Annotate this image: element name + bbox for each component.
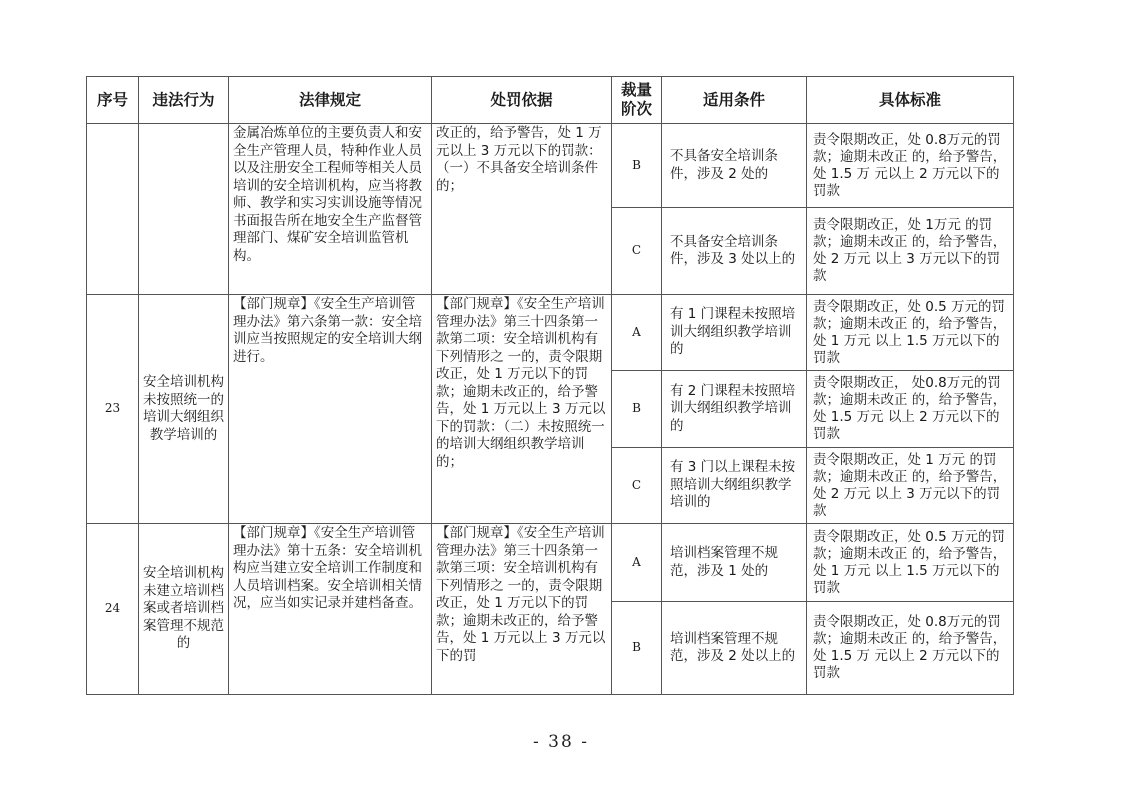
- discretion-level-cell: A: [612, 295, 662, 371]
- violation-cell: 安全培训机构未按照统一的培训大纲组织教学培训的: [139, 295, 229, 524]
- header-row: [87, 77, 1014, 124]
- discretion-level-cell: C: [612, 448, 662, 524]
- standard-cell: 责令限期改正，处 1 万元 的罚款；逾期未改正 的，给予警告，处 2 万元 以上 3 万元以下的罚款: [807, 448, 1014, 524]
- header-discretion-level: 裁量阶次: [612, 77, 662, 124]
- condition-cell: 有 2 门课程未按照培训大纲组织教学培训的: [662, 371, 807, 448]
- condition-cell: 不具备安全培训条件，涉及 3 处以上的: [662, 208, 807, 295]
- condition-cell: 有 3 门以上课程未按照培训大纲组织教学培训的: [662, 448, 807, 524]
- header-specific-standard: 具体标准: [807, 77, 1014, 124]
- standard-cell: 责令限期改正，处 0.5 万元的罚款；逾期未改正 的，给予警告，处 1 万元 以上 1.5 万元以下的罚款: [807, 524, 1014, 602]
- discretion-level-cell: B: [612, 371, 662, 448]
- discretion-level-cell: B: [612, 602, 662, 695]
- page-number: - 38 -: [533, 732, 589, 752]
- standard-cell: 责令限期改正，处 0.8万元的罚款；逾期未改正 的，给予警告，处 1.5 万 元以上 2 万元以下的罚款: [807, 124, 1014, 208]
- violation-cell: [139, 124, 229, 295]
- table-row: [87, 295, 1014, 371]
- discretion-level-cell: C: [612, 208, 662, 295]
- discretion-level-cell: A: [612, 524, 662, 602]
- header-applicable-condition: 适用条件: [662, 77, 807, 124]
- table-row: [87, 124, 1014, 208]
- violation-cell: 安全培训机构未建立培训档案或者培训档案管理不规范的: [139, 524, 229, 695]
- condition-cell: 不具备安全培训条件，涉及 2 处的: [662, 124, 807, 208]
- header-serial-no: 序号: [87, 77, 139, 124]
- penalty-basis-cell: 【部门规章】《安全生产培训管理办法》第三十四条第一款第三项：安全培训机构有下列情形之 一的，责令限期改正，处 1 万元以下的罚款；逾期未改正的，给予警告，处 1 万元以上 3 万元以下的罚: [432, 524, 612, 695]
- table-row: [87, 524, 1014, 602]
- standard-cell: 责令限期改正， 处0.8万元的罚款；逾期未改正 的，给予警告，处 1.5 万元 以上 2 万元以下的罚款: [807, 371, 1014, 448]
- legal-provision-cell: 金属冶炼单位的主要负责人和安全生产管理人员，特种作业人员以及注册安全工程师等相关人员培训的安全培训机构，应当将教师、教学和实习实训设施等情况书面报告所在地安全生产监督管理部门、煤矿安全培训监管机构。: [229, 124, 432, 295]
- serial-no-cell: 23: [87, 295, 139, 524]
- header-violation: 违法行为: [139, 77, 229, 124]
- condition-cell: 培训档案管理不规范，涉及 2 处以上的: [662, 602, 807, 695]
- condition-cell: 有 1 门课程未按照培训大纲组织教学培训的: [662, 295, 807, 371]
- serial-no-cell: 24: [87, 524, 139, 695]
- standard-cell: 责令限期改正，处 1万元 的罚款；逾期未改正 的，给予警告，处 2 万元 以上 3 万元以下的罚款: [807, 208, 1014, 295]
- serial-no-cell: [87, 124, 139, 295]
- penalty-standards-table: [86, 76, 1014, 695]
- standard-cell: 责令限期改正，处 0.8万元的罚款；逾期未改正 的，给予警告，处 1.5 万 元以上 2 万元以下的罚款: [807, 602, 1014, 695]
- legal-provision-cell: 【部门规章】《安全生产培训管理办法》第十五条：安全培训机构应当建立安全培训工作制度和人员培训档案。安全培训相关情况，应当如实记录并建档备查。: [229, 524, 432, 695]
- discretion-level-cell: B: [612, 124, 662, 208]
- header-legal-provision: 法律规定: [229, 77, 432, 124]
- standard-cell: 责令限期改正，处 0.5 万元的罚款；逾期未改正 的，给予警告，处 1 万元 以上 1.5 万元以下的罚款: [807, 295, 1014, 371]
- header-penalty-basis: 处罚依据: [432, 77, 612, 124]
- penalty-basis-cell: 【部门规章】《安全生产培训管理办法》第三十四条第一款第二项：安全培训机构有下列情形之 一的，责令限期改正，处 1 万元以下的罚款；逾期未改正的，给予警告，处 1 万元以上 3 万元以下的罚款：（二）未按照统一的培训大纲组织教学培训的；: [432, 295, 612, 524]
- legal-provision-cell: 【部门规章】《安全生产培训管理办法》第六条第一款：安全培训应当按照规定的安全培训大纲进行。: [229, 295, 432, 524]
- penalty-basis-cell: 改正的，给予警告，处 1 万元以上 3 万元以下的罚款：（一）不具备安全培训条件的；: [432, 124, 612, 295]
- condition-cell: 培训档案管理不规范，涉及 1 处的: [662, 524, 807, 602]
